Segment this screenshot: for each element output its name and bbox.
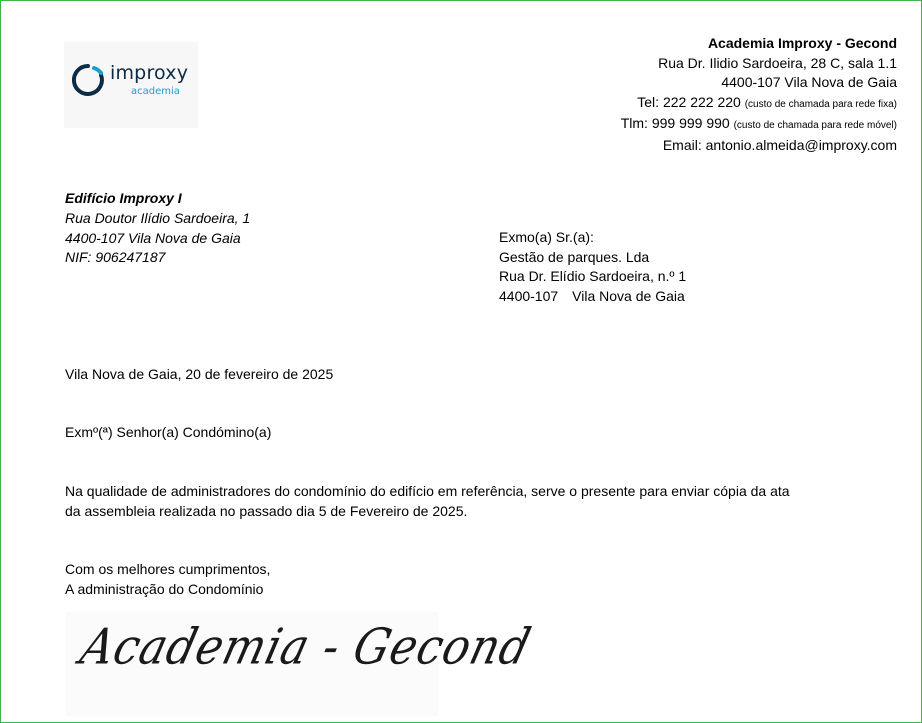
- recipient-block: [499, 228, 686, 306]
- company-mobile-note: (custo de chamada para rede móvel): [733, 120, 897, 131]
- letter-paragraph-line2: da assembleia realizada no passado dia 5 de Fevereiro de 2025.: [65, 502, 468, 519]
- logo-subtitle: academia: [131, 86, 180, 97]
- sender-address-line1: Rua Doutor Ilídio Sardoeira, 1: [65, 209, 251, 226]
- letter-date: Vila Nova de Gaia, 20 de fevereiro de 2025: [65, 366, 334, 382]
- sender-name: Edifício Improxy I: [65, 190, 182, 206]
- letter-paragraph: [65, 482, 845, 521]
- recipient-postal-code: 4400-107: [499, 287, 559, 304]
- letter-paragraph-line1: Na qualidade de administradores do condomínio do edifício em referência, serve o presente para enviar cópia da ata: [65, 483, 790, 499]
- company-name: Academia Improxy - Gecond: [707, 35, 897, 51]
- recipient-city: Vila Nova de Gaia: [572, 287, 685, 304]
- sender-block: [65, 189, 250, 268]
- signature-text: Academia - Gecond: [74, 618, 537, 677]
- company-address-line2: 4400-107 Vila Nova de Gaia: [721, 74, 897, 90]
- logo-wordmark: improxy: [110, 62, 189, 84]
- recipient-name: Gestão de parques. Lda: [499, 248, 650, 265]
- letter-closing-line1: Com os melhores cumprimentos,: [65, 561, 271, 577]
- company-phone: [621, 93, 897, 115]
- recipient-address: Rua Dr. Elídio Sardoeira, n.º 1: [499, 268, 687, 285]
- company-header: [621, 34, 897, 155]
- recipient-salutation: Exmo(a) Sr.(a):: [499, 229, 594, 245]
- company-address-line1: Rua Dr. Ilidio Sardoeira, 28 C, sala 1.1: [658, 54, 897, 71]
- company-mobile-number: Tlm: 999 999 990: [620, 115, 730, 131]
- company-phone-note: (custo de chamada para rede fixa): [744, 98, 897, 110]
- letter-closing-line2: A administração do Condomínio: [65, 580, 264, 597]
- letter-salutation: Exmº(ª) Senhor(a) Condómino(a): [65, 424, 272, 440]
- improxy-logo-icon: [70, 62, 106, 98]
- sender-nif: NIF: 906247187: [65, 249, 166, 266]
- company-email: Email: antonio.almeida@improxy.com: [662, 136, 897, 153]
- sender-address-line2: 4400-107 Vila Nova de Gaia: [65, 229, 241, 246]
- company-mobile: [621, 114, 897, 136]
- company-logo: [64, 42, 198, 128]
- signature-image: [66, 612, 537, 716]
- recipient-postal: [499, 287, 686, 307]
- letter-closing: [65, 560, 270, 599]
- company-phone-number: Tel: 222 222 220: [637, 93, 741, 110]
